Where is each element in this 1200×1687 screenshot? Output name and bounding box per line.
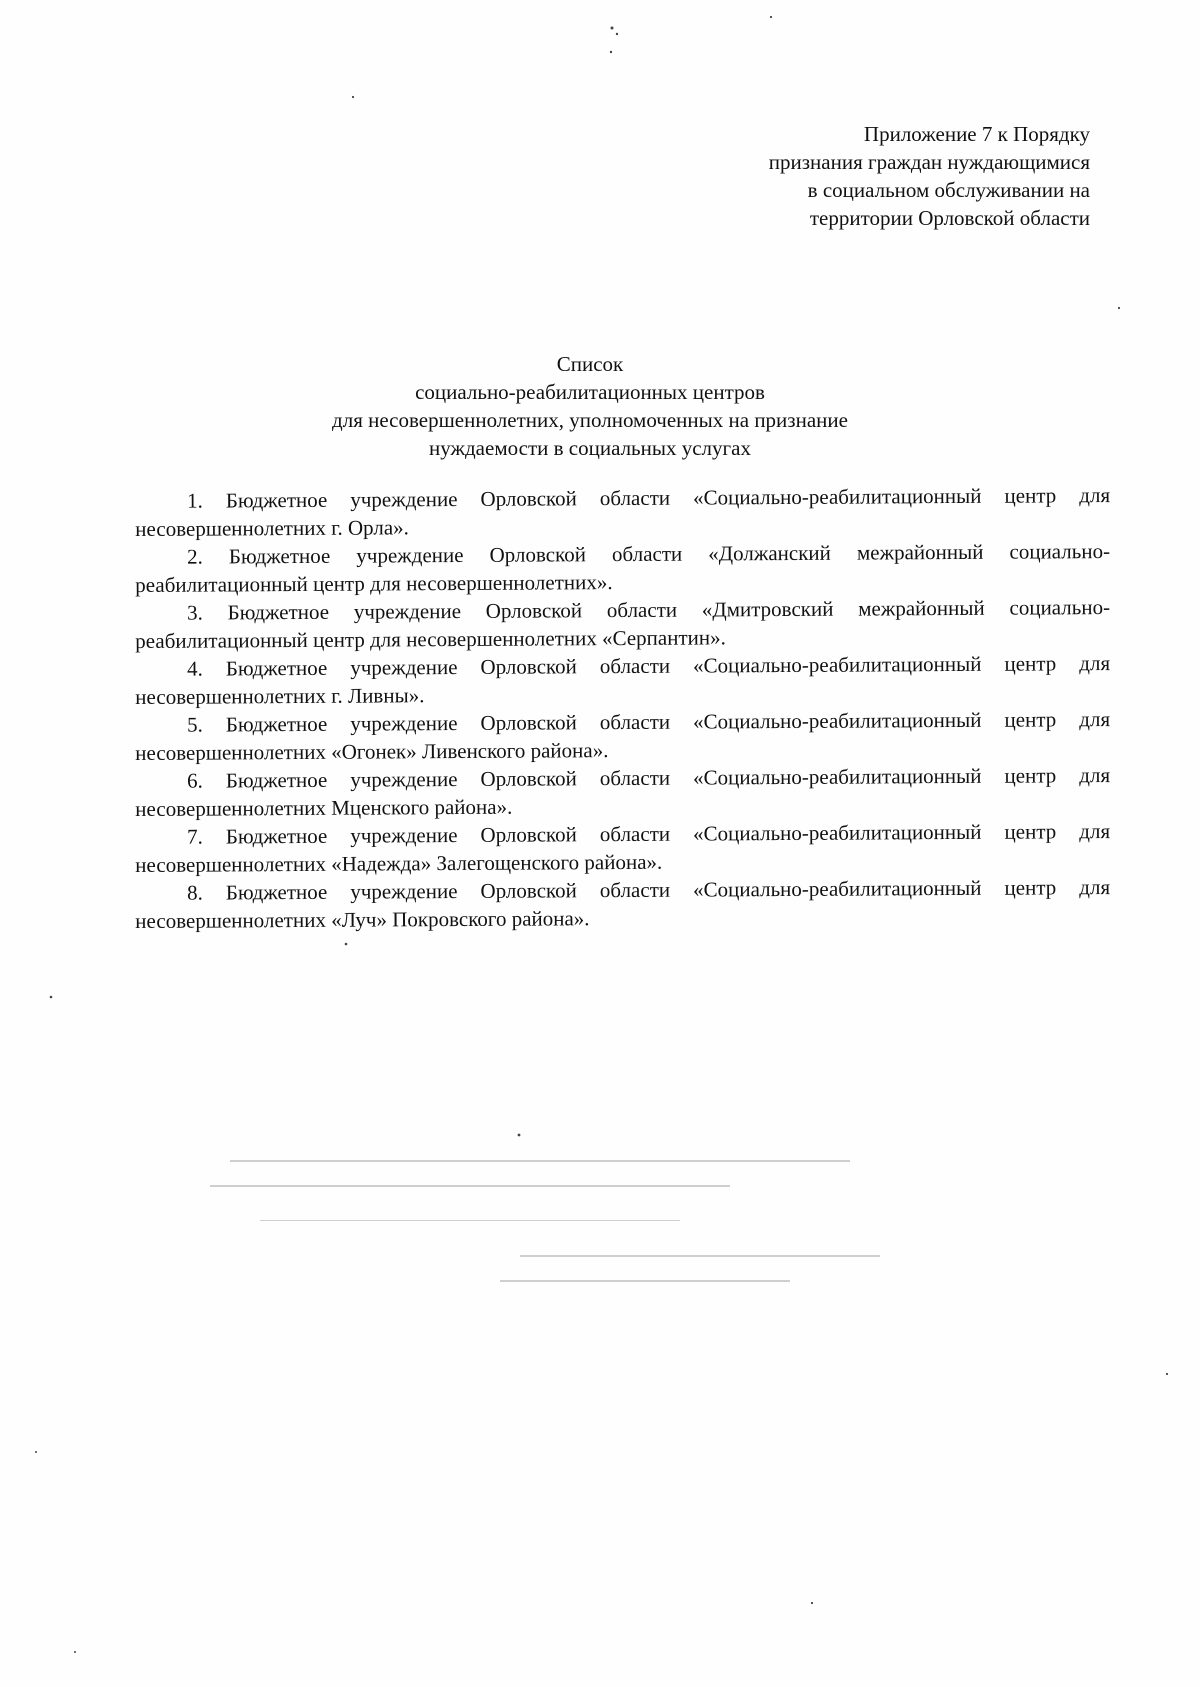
list-item: 5. Бюджетное учреждение Орловской области «Социально-реабилитационный центр для несовершеннолетних «Огонек» Ливенского района». [135,707,1111,765]
title-line: нуждаемости в социальных услугах [429,436,751,460]
title-line: Список [556,352,624,376]
list-item: 7. Бюджетное учреждение Орловской области «Социально-реабилитационный центр для несовершеннолетних «Надежда» Залегощенского района». [135,819,1111,877]
list-item: 4. Бюджетное учреждение Орловской области «Социально-реабилитационный центр для несовершеннолетних г. Ливны». [135,651,1111,709]
document-title [250,350,930,462]
annex-line: Приложение 7 к Порядку [863,122,1090,146]
list-item: 2. Бюджетное учреждение Орловской области «Должанский межрайонный социально-реабилитационный центр для несовершеннолетних». [135,539,1111,597]
annex-header [670,120,1090,232]
list-item: 8. Бюджетное учреждение Орловской области «Социально-реабилитационный центр для несовершеннолетних «Луч» Покровского района». [135,875,1111,933]
list-item: 6. Бюджетное учреждение Орловской области «Социально-реабилитационный центр для несовершеннолетних Мценского района». [135,763,1111,821]
list-item: 1. Бюджетное учреждение Орловской области «Социально-реабилитационный центр для несовершеннолетних г. Орла». [135,483,1111,541]
annex-line: признания граждан нуждающимися [768,150,1090,174]
annex-line: территории Орловской области [809,206,1090,230]
title-line: для несовершеннолетних, уполномоченных на признание [332,408,848,432]
list-item: 3. Бюджетное учреждение Орловской области «Дмитровский межрайонный социально-реабилитационный центр для несовершеннолетних «Серпантин». [135,595,1111,653]
title-line: социально-реабилитационных центров [415,380,765,404]
centers-list [135,483,1111,935]
annex-line: в социальном обслуживании на [807,178,1090,202]
